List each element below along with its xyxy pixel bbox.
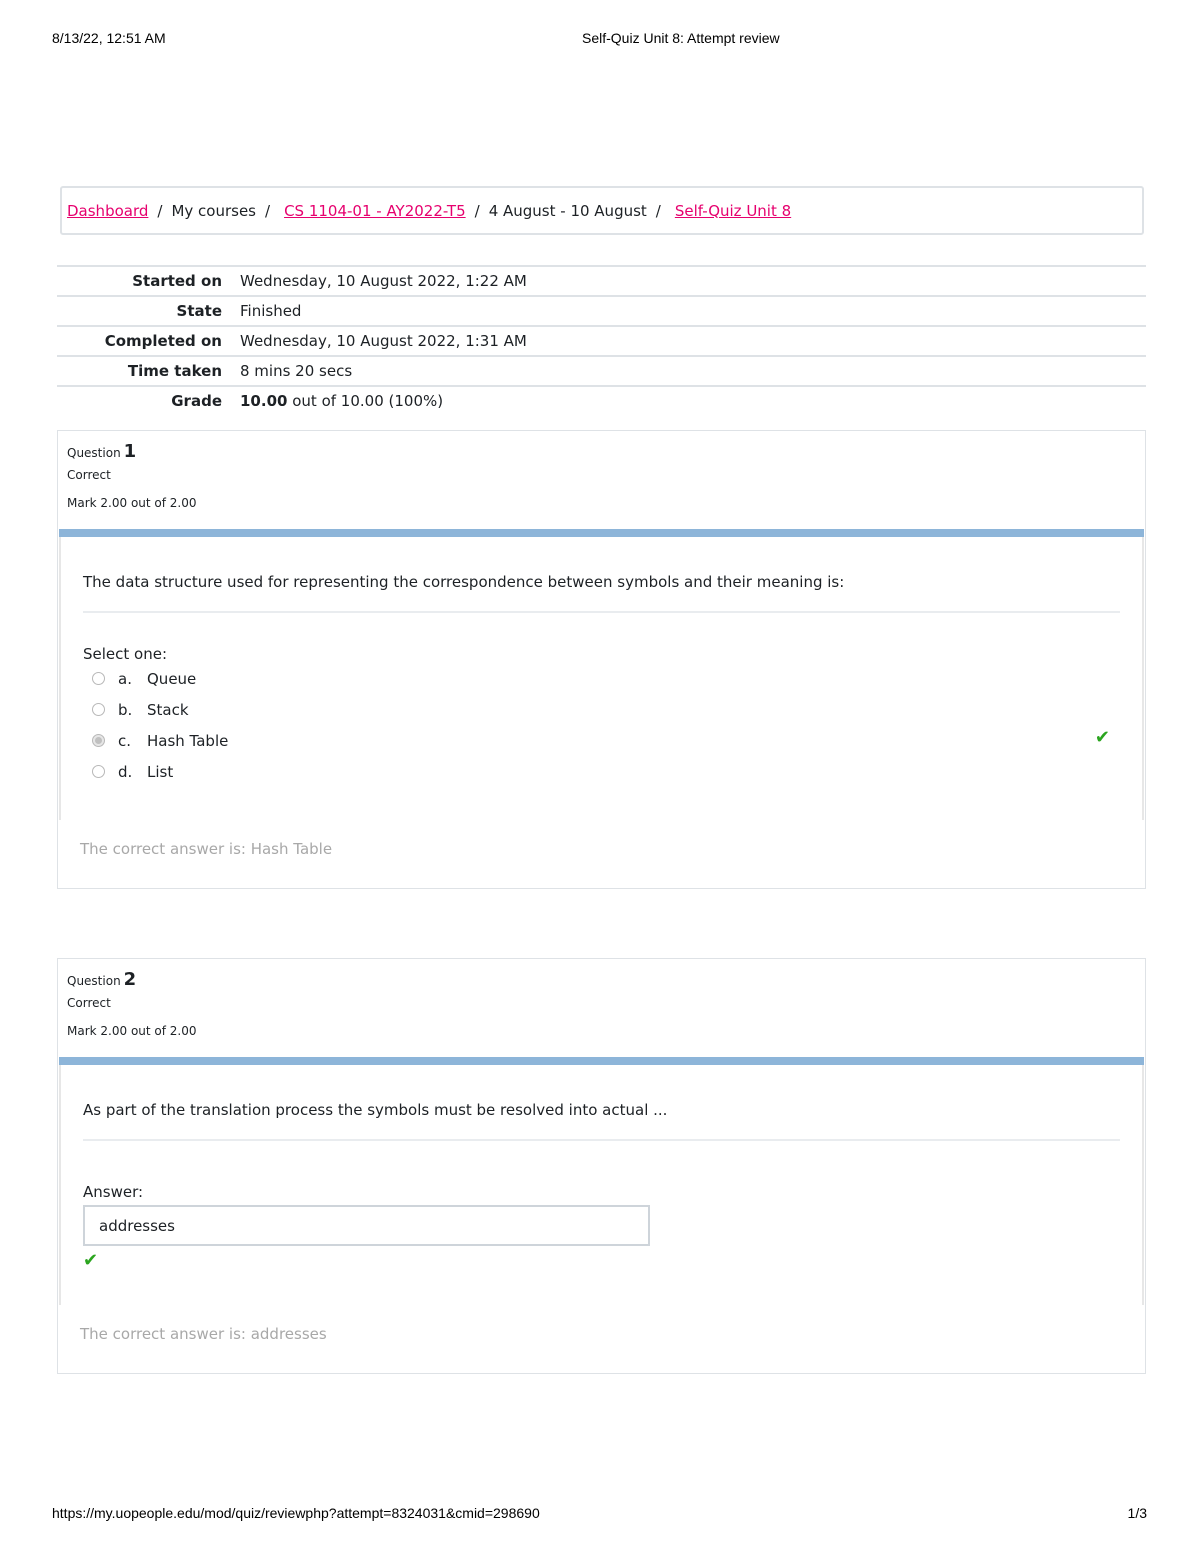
option-letter: d. [118, 762, 133, 781]
answer-options [83, 663, 1120, 787]
answer-option-c[interactable] [83, 725, 1120, 756]
question-content [59, 1065, 1144, 1305]
summary-value [240, 392, 443, 410]
option-letter: b. [118, 700, 133, 719]
question-number-line [67, 441, 1145, 462]
check-icon: ✔ [83, 1250, 99, 1271]
question-2 [57, 958, 1146, 1374]
question-content [59, 537, 1144, 820]
question-state: Correct [67, 468, 111, 482]
breadcrumb [60, 186, 1144, 235]
print-datetime: 8/13/22, 12:51 AM [52, 30, 166, 46]
question-text: As part of the translation process the symbols must be resolved into actual ... [83, 1065, 1120, 1141]
question-mark: Mark 2.00 out of 2.00 [67, 1024, 197, 1038]
correct-answer-feedback: The correct answer is: addresses [80, 1325, 327, 1343]
breadcrumb-week: 4 August - 10 August [488, 201, 647, 220]
grade-score: 10.00 [240, 392, 288, 410]
answer-option-a[interactable] [83, 663, 1120, 694]
option-letter: a. [118, 669, 132, 688]
radio-button[interactable] [92, 672, 105, 685]
summary-label: Started on [132, 272, 222, 290]
breadcrumb-separator: / [157, 201, 163, 220]
print-url: https://my.uopeople.edu/mod/quiz/reviewphp?attempt=8324031&cmid=298690 [52, 1505, 540, 1521]
question-state: Correct [67, 996, 111, 1010]
question-divider-bar [59, 529, 1144, 537]
print-page-title: Self-Quiz Unit 8: Attempt review [582, 30, 780, 46]
check-icon: ✔ [1094, 727, 1110, 748]
summary-label: Grade [171, 392, 222, 410]
answer-option-b[interactable] [83, 694, 1120, 725]
radio-button[interactable] [92, 765, 105, 778]
option-text: Stack [147, 700, 189, 719]
summary-label: Time taken [127, 362, 222, 380]
answer-feedback-icon-row [83, 1246, 1120, 1271]
breadcrumb-my-courses: My courses [171, 201, 256, 220]
summary-row-started-on [57, 267, 1146, 297]
option-letter: c. [118, 731, 132, 750]
question-divider-bar [59, 1057, 1144, 1065]
summary-value: Finished [240, 302, 302, 320]
question-1 [57, 430, 1146, 889]
summary-value: 8 mins 20 secs [240, 362, 353, 380]
summary-label: Completed on [104, 332, 222, 350]
summary-row-state [57, 297, 1146, 327]
answer-prompt: Answer: [83, 1183, 144, 1201]
question-label: Question [67, 446, 121, 460]
grade-rest: out of 10.00 (100%) [292, 392, 444, 410]
correct-answer-feedback: The correct answer is: Hash Table [80, 840, 333, 858]
answer-prompt: Select one: [83, 645, 168, 663]
breadcrumb-course-link[interactable]: CS 1104-01 - AY2022-T5 [284, 201, 466, 220]
question-label: Question [67, 974, 121, 988]
summary-value: Wednesday, 10 August 2022, 1:31 AM [240, 332, 527, 350]
question-number: 2 [123, 969, 137, 990]
question-number: 1 [123, 441, 137, 462]
question-number-line [67, 969, 1145, 990]
breadcrumb-quiz-link[interactable]: Self-Quiz Unit 8 [674, 201, 792, 220]
option-text: List [147, 762, 174, 781]
question-info [58, 959, 1145, 1057]
question-text: The data structure used for representing the correspondence between symbols and their meaning is: [83, 537, 1120, 613]
breadcrumb-separator: / [474, 201, 480, 220]
breadcrumb-dashboard-link[interactable]: Dashboard [67, 201, 149, 220]
print-footer [0, 1505, 1200, 1525]
summary-row-time-taken [57, 357, 1146, 387]
summary-row-completed-on [57, 327, 1146, 357]
radio-button[interactable] [92, 703, 105, 716]
breadcrumb-separator: / [265, 201, 271, 220]
attempt-summary-table [57, 265, 1146, 415]
summary-label: State [176, 302, 222, 320]
question-info [58, 431, 1145, 529]
answer-option-d[interactable] [83, 756, 1120, 787]
radio-button-selected[interactable] [92, 734, 105, 747]
print-header [0, 30, 1200, 50]
breadcrumb-separator: / [655, 201, 661, 220]
answer-input[interactable]: addresses [83, 1205, 650, 1246]
print-page-number: 1/3 [1127, 1505, 1147, 1521]
option-text: Queue [147, 669, 197, 688]
summary-value: Wednesday, 10 August 2022, 1:22 AM [240, 272, 527, 290]
question-mark: Mark 2.00 out of 2.00 [67, 496, 197, 510]
summary-row-grade [57, 387, 1146, 415]
option-text: Hash Table [147, 731, 229, 750]
